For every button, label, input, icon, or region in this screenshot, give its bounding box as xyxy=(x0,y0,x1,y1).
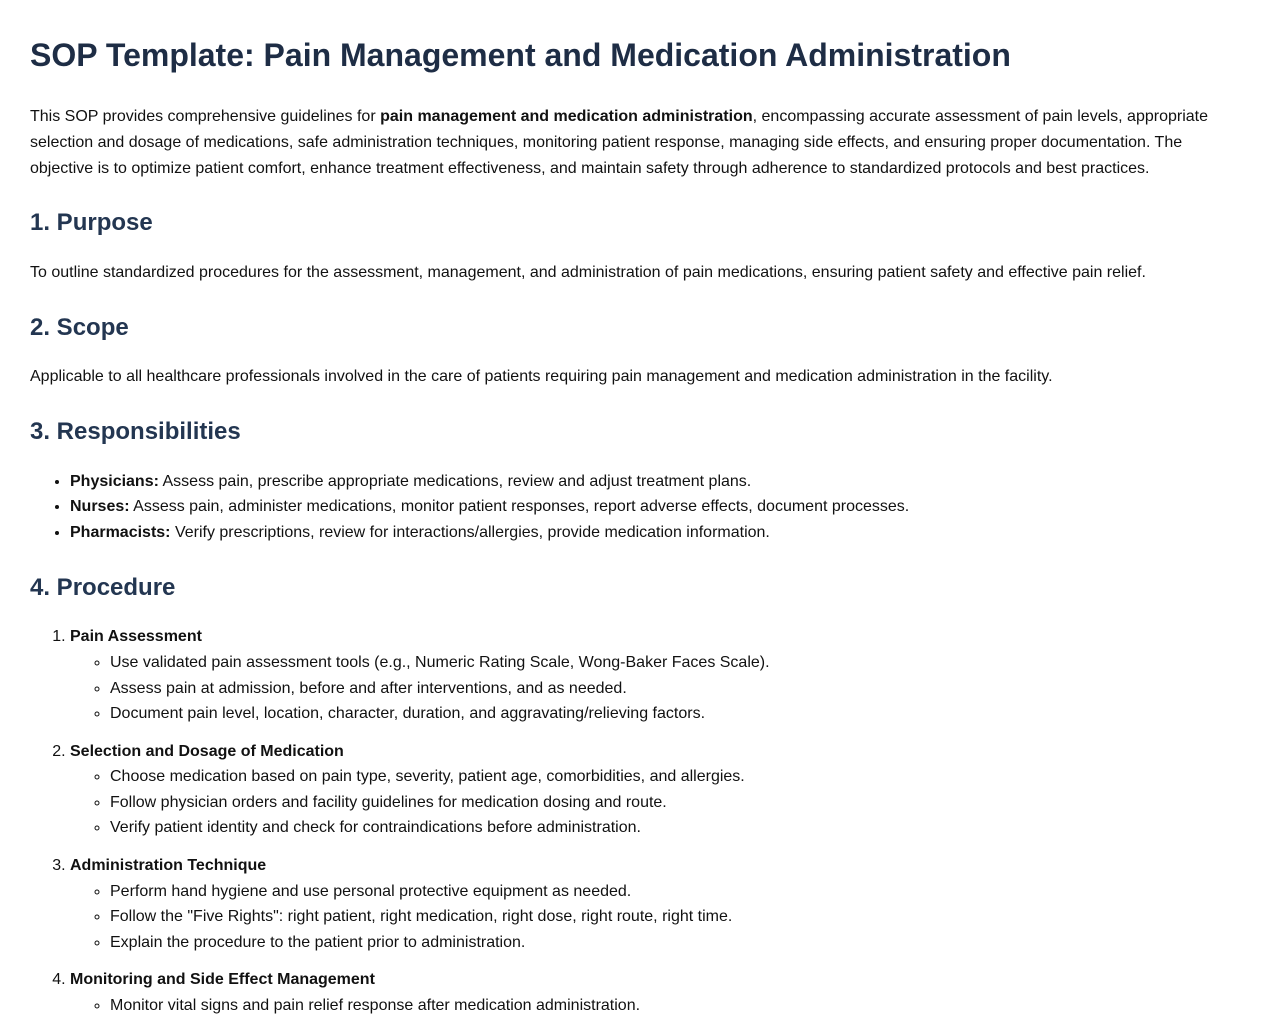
intro-bold-text: pain management and medication administration xyxy=(380,108,753,126)
procedure-step-bullets xyxy=(70,764,1233,841)
responsibility-role: Nurses: xyxy=(70,498,130,516)
intro-paragraph xyxy=(30,104,1233,181)
procedure-step-selection-dosage xyxy=(70,739,1233,841)
intro-text-end: , encompassing accurate assessment of pain levels, appropriate selection and dosage of medications, safe administration techniques, monitoring patient response, managing side effects, and ensuring proper documentation. The objective is to optimize patient comfort, enhance treatment effectiveness, and maintain safety through adherence to standardized protocols and best practices. xyxy=(30,108,1208,177)
procedure-bullet: ◦ Monitor vital signs and pain relief response after medication administration. xyxy=(110,993,1233,1015)
responsibility-text: Assess pain, administer medications, monitor patient responses, report adverse effects, document processes. xyxy=(129,498,910,516)
procedure-bullet: ◦ Follow the "Five Rights": right patient, right medication, right dose, right route, right time. xyxy=(110,904,1233,930)
procedure-list xyxy=(30,624,1233,1015)
procedure-step-title: Pain Assessment xyxy=(70,628,202,646)
procedure-bullet: ◦ Perform hand hygiene and use personal protective equipment as needed. xyxy=(110,879,1233,905)
document xyxy=(0,36,1263,1015)
procedure-bullet: ◦ Verify patient identity and check for contraindications before administration. xyxy=(110,815,1233,841)
procedure-bullet: ◦ Explain the procedure to the patient prior to administration. xyxy=(110,930,1233,956)
responsibility-item-pharmacists xyxy=(70,520,1233,546)
procedure-step-title: Selection and Dosage of Medication xyxy=(70,742,344,760)
procedure-step-pain-assessment xyxy=(70,624,1233,726)
responsibility-item-nurses xyxy=(70,494,1233,520)
procedure-step-bullets xyxy=(70,650,1233,727)
scope-heading: 2. Scope xyxy=(30,313,129,341)
procedure-bullet: ◦ Document pain level, location, character, duration, and aggravating/relieving factors. xyxy=(110,701,1233,727)
procedure-step-monitoring xyxy=(70,967,1233,1015)
procedure-bullet: ◦ Use validated pain assessment tools (e.g., Numeric Rating Scale, Wong-Baker Faces Scale). xyxy=(110,650,1233,676)
procedure-step-bullets xyxy=(70,879,1233,956)
responsibility-text: Assess pain, prescribe appropriate medications, review and adjust treatment plans. xyxy=(158,472,752,490)
page-title: SOP Template: Pain Management and Medication Administration xyxy=(30,37,1011,73)
purpose-heading: 1. Purpose xyxy=(30,209,153,237)
procedure-heading: 4. Procedure xyxy=(30,573,176,601)
procedure-step-administration-technique xyxy=(70,853,1233,955)
procedure-bullet: ◦ Follow physician orders and facility guidelines for medication dosing and route. xyxy=(110,790,1233,816)
procedure-step-bullets xyxy=(70,993,1233,1015)
procedure-bullet: ◦ Assess pain at admission, before and after interventions, and as needed. xyxy=(110,676,1233,702)
responsibility-text: Verify prescriptions, review for interactions/allergies, provide medication information. xyxy=(170,523,770,541)
procedure-step-title: Monitoring and Side Effect Management xyxy=(70,971,375,989)
responsibility-role: Physicians: xyxy=(70,472,159,490)
responsibility-item-physicians xyxy=(70,469,1233,495)
purpose-text: To outline standardized procedures for the assessment, management, and administration of pain medications, ensuring patient safety and effective pain relief. xyxy=(30,263,1146,281)
scope-text: Applicable to all healthcare professionals involved in the care of patients requiring pain management and medication administration in the facility. xyxy=(30,368,1053,386)
procedure-step-title: Administration Technique xyxy=(70,857,267,875)
procedure-bullet: ◦ Choose medication based on pain type, severity, patient age, comorbidities, and allergies. xyxy=(110,764,1233,790)
responsibilities-list xyxy=(30,469,1233,546)
responsibilities-heading: 3. Responsibilities xyxy=(30,417,241,445)
responsibility-role: Pharmacists: xyxy=(70,523,171,541)
intro-text-start: This SOP provides comprehensive guidelines for xyxy=(30,108,381,126)
